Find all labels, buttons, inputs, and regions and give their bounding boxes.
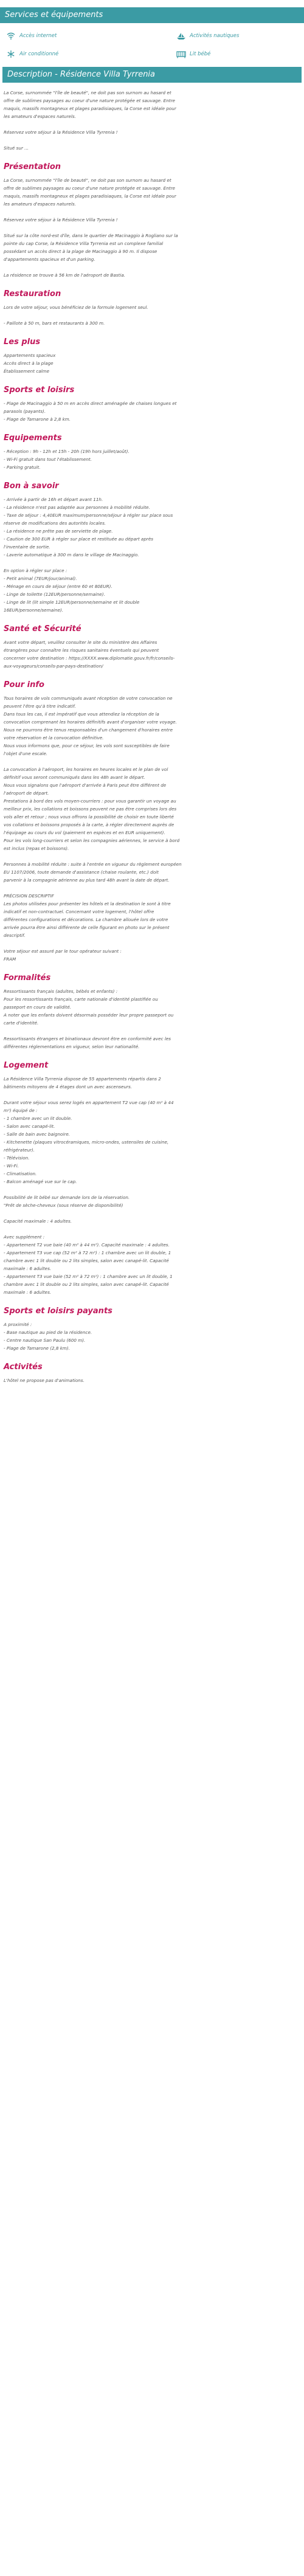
text-line: indicatif et non-contractuel. Concernant votre logement, l'hôtel offre	[4, 909, 154, 914]
text-line: concerner votre destination : https://XXXX.www.diplomatie.gouv.fr/fr/conseils-	[4, 655, 175, 661]
text-line: chambre avec 1 lit double ou 2 lits simples, salon avec canapé-lit. Capacité	[4, 1282, 169, 1287]
section-title: Restauration	[4, 289, 61, 299]
text-line: La convocation à l'aéroport, les horaires en heures locales et le plan de vol	[4, 767, 168, 772]
section	[4, 1296, 300, 1352]
text-line: convocation comprenant les horaires définitifs avant d'organiser votre voyage.	[4, 719, 177, 725]
section-title: Présentation	[4, 162, 61, 171]
text-line: Dans tous les cas, il est impératif que vous attendiez la réception de la	[4, 711, 159, 717]
blank-line	[4, 1186, 300, 1193]
service-lit-bebe	[176, 50, 210, 58]
text-line: - Télévision.	[4, 1155, 30, 1161]
section-title: Formalités	[4, 973, 51, 982]
text-line: descriptif.	[4, 933, 26, 938]
section-body	[4, 1075, 300, 1296]
section	[4, 670, 300, 963]
text-line: Établissement calme	[4, 368, 50, 374]
section-title: Sports et loisirs	[4, 385, 75, 395]
service-label: Activités nautiques	[190, 33, 240, 39]
text-line: Nous vous signalons que l'aéroport d'arrivée à Paris peut être différent de	[4, 782, 167, 788]
text-line: vos collations et boissons proposés à la carte, à régler directement auprès de	[4, 822, 174, 827]
service-nautique	[176, 32, 239, 40]
section	[4, 1352, 300, 1384]
blank-line	[4, 939, 300, 947]
section-title: Sports et loisirs payants	[4, 1307, 112, 1316]
blank-line	[4, 1027, 300, 1035]
section-title: Pour info	[4, 680, 44, 689]
text-line: La Résidence Villa Tyrrenia dispose de 55 appartements répartis dans 2	[4, 1076, 161, 1082]
text-line: Pour les vols long-courriers et selon les compagnies aériennes, le service à bord	[4, 838, 180, 843]
section-body	[4, 447, 300, 471]
text-line: maquis, massifs montagneux et plages paradisiaques, la Corse est idéale pour	[4, 193, 176, 199]
wifi-icon	[6, 32, 16, 40]
section-title: Logement	[4, 1061, 49, 1070]
section-title: Equipements	[4, 433, 62, 443]
section	[4, 279, 300, 327]
text-line: maximale : 6 adultes.	[4, 1290, 52, 1295]
text-line: différentes réglementations en vigueur, selon leur nationalité.	[4, 1044, 140, 1049]
text-line: Situé sur ...	[4, 145, 29, 151]
text-line: - Paillote à 50 m, bars et restaurants à 300 m.	[4, 320, 105, 326]
text-line: meilleur prix, les collations et boissons peuvent ne pas être comprises lors des	[4, 806, 177, 812]
text-line: - Petit animal (7EUR/jour/animal).	[4, 576, 77, 581]
section	[4, 471, 300, 614]
text-line: Tous horaires de vols communiqués avant réception de votre convocation ne	[4, 696, 173, 701]
text-line: Ressortissants français (adultes, bébés et enfants) :	[4, 989, 118, 994]
text-line: bâtiments mitoyens de 4 étages dont un avec ascenseurs.	[4, 1084, 132, 1089]
text-line: Capacité maximale : 4 adultes.	[4, 1218, 72, 1224]
text-line: La Corse, surnommée "l'île de beauté", ne doit pas son surnom au hasard et	[4, 90, 171, 95]
text-line: PRÉCISION DESCRIPTIF	[4, 893, 54, 899]
text-line: réserve de modifications des autorités locales.	[4, 520, 106, 526]
text-line: - Linge de lit (lit simple 12EUR/personne/semaine et lit double	[4, 599, 140, 605]
text-line: - Appartement T3 vue cap (52 m² à 72 m²) : 1 chambre avec un lit double, 1	[4, 1250, 171, 1255]
crib-icon	[176, 50, 186, 58]
text-line: passeport en cours de validité.	[4, 1004, 72, 1010]
text-line: - Appartement T2 vue baie (40 m² à 44 m²). Capacité maximale : 4 adultes.	[4, 1242, 170, 1248]
text-line: - Salle de bain avec baignoire.	[4, 1131, 71, 1137]
text-line: - Parking gratuit.	[4, 464, 41, 470]
text-line: l'équipage au cours du vol (paiement en espèces et en EUR uniquement).	[4, 830, 165, 835]
text-line: maximale : 6 adultes.	[4, 1266, 52, 1271]
text-line: Pour les ressortissants français, carte nationale d'identité plastifiée ou	[4, 996, 158, 1002]
text-line: d'appartements spacieux et d'un parking.	[4, 257, 95, 262]
text-line: aux-voyageurs/conseils-par-pays-destination/	[4, 663, 103, 669]
text-line: Prestations à bord des vols moyen-courriers : pour vous garantir un voyage au	[4, 798, 176, 804]
blank-line	[4, 224, 300, 232]
text-line: étrangères pour connaître les risques sanitaires éventuels qui peuvent	[4, 647, 159, 653]
blank-line	[4, 263, 300, 271]
sections	[4, 152, 300, 1384]
text-line: - 1 chambre avec un lit double.	[4, 1116, 72, 1121]
blank-line	[4, 208, 300, 216]
text-line: Avec supplément :	[4, 1234, 45, 1240]
section	[4, 963, 300, 1051]
text-line: Ressortissants étrangers et binationaux devront être en conformité avec les	[4, 1036, 171, 1041]
text-line: - Appartement T3 vue baie (52 m² à 72 m²) : 1 chambre avec un lit double, 1	[4, 1274, 173, 1279]
text-line: En option à régler sur place :	[4, 568, 67, 573]
blank-line	[4, 1091, 300, 1099]
text-line: chambre avec 1 lit double ou 2 lits simples, salon avec canapé-lit. Capacité	[4, 1258, 169, 1263]
text-line: - Wi-Fi.	[4, 1163, 19, 1169]
text-line: - Kitchenette (plaques vitrocéramiques, micro-ondes, ustensiles de cuisine,	[4, 1139, 169, 1145]
text-line: - Base nautique au pied de la résidence.	[4, 1330, 92, 1335]
text-line: A proximité :	[4, 1322, 32, 1327]
text-line: Nous ne pourrons être tenus responsables d'un changement d'horaires entre	[4, 727, 173, 733]
section	[4, 375, 300, 423]
text-line: arrivée pourra être ainsi différente de celle figurant en photo sur le présent	[4, 925, 170, 930]
section-body	[4, 987, 300, 1051]
text-line: "Prêt de sèche-cheveux (sous réserve de disponibilité)	[4, 1203, 123, 1208]
text-line: votre réservation et la convocation définitive.	[4, 735, 104, 741]
text-line: Durant votre séjour vous serez logés en appartement T2 vue cap (40 m² à 44	[4, 1100, 174, 1105]
section-body	[4, 176, 300, 279]
text-line: m²) équipé de :	[4, 1108, 38, 1113]
text-line: A noter que les enfants doivent désormais posséder leur propre passeport ou	[4, 1012, 174, 1018]
services-grid	[4, 23, 304, 67]
text-line: FRAM	[4, 956, 16, 962]
text-line: - Plage de Tamarone à 2,8 km.	[4, 416, 71, 422]
section-body	[4, 496, 300, 614]
text-line: - Laverie automatique à 300 m dans le village de Macinaggio.	[4, 552, 139, 558]
text-line: l'inventaire de sortie.	[4, 544, 50, 550]
description-banner: Description - Résidence Villa Tyrrenia	[2, 67, 302, 83]
text-line: Nous vous informons que, pour ce séjour, les vols sont susceptibles de faire	[4, 743, 170, 748]
description-content	[0, 83, 304, 1384]
text-line: l'aéroport de départ.	[4, 790, 49, 796]
text-line: - Réception : 9h - 12h et 15h - 20h (19h hors juillet/août).	[4, 449, 130, 454]
service-clim	[6, 50, 58, 58]
text-line: 16EUR/personne/semaine).	[4, 607, 64, 613]
blank-line	[4, 884, 300, 892]
service-label: Accès internet	[19, 33, 57, 39]
text-line: - La résidence n'est pas adaptée aux personnes à mobilité réduite.	[4, 505, 150, 510]
text-line: Appartements spacieux	[4, 353, 56, 358]
section-body	[4, 694, 300, 963]
text-line: - Centre nautique San Paulu (600 m).	[4, 1338, 86, 1343]
text-line: Possibilité de lit bébé sur demande lors de la réservation.	[4, 1195, 130, 1200]
section-title: Santé et Sécurité	[4, 624, 81, 634]
text-line: Accès direct à la plage	[4, 361, 54, 366]
text-line: Personnes à mobilité réduite : suite à l'entrée en vigueur du règlement européen	[4, 862, 182, 867]
blank-line	[4, 120, 300, 128]
text-line: La Corse, surnommée "l'île de beauté", ne doit pas son surnom au hasard et	[4, 178, 171, 183]
text-line: Votre séjour est assuré par le tour opérateur suivant :	[4, 948, 122, 954]
text-line: Les photos utilisées pour présenter les hôtels et la destination le sont à titre	[4, 901, 171, 906]
section-body	[4, 1321, 300, 1352]
service-internet	[6, 32, 57, 40]
section	[4, 152, 300, 279]
blank-line	[4, 1225, 300, 1233]
text-line: définitif vous seront communiqués dans les 48h avant le départ.	[4, 775, 145, 780]
section	[4, 423, 300, 471]
intro-text	[4, 89, 300, 152]
text-line: - Arrivée à partir de 16h et départ avant 11h.	[4, 497, 103, 502]
section-title: Les plus	[4, 337, 41, 347]
text-line: possédant un accès direct à la plage de Macinaggio à 90 m. Il dispose	[4, 249, 157, 254]
snowflake-icon	[6, 50, 16, 58]
text-line: La résidence se trouve à 56 km de l'aéroport de Bastia.	[4, 272, 126, 278]
blank-line	[4, 559, 300, 567]
text-line: - Ménage en cours de séjour (entre 60 et 80EUR).	[4, 584, 112, 589]
blank-line	[4, 852, 300, 860]
section-title: Activités	[4, 1362, 43, 1372]
text-line: vols aller et retour ; nous vous offrons la possibilité de choisir en toute liberté	[4, 814, 174, 820]
blank-line	[4, 1209, 300, 1217]
text-line: - Taxe de séjour : 4,40EUR maximum/personne/séjour à régler sur place sous	[4, 513, 173, 518]
section-body	[4, 351, 300, 375]
service-label: Air conditionné	[19, 51, 59, 57]
text-line: Réservez votre séjour à la Résidence Villa Tyrrenia !	[4, 217, 118, 223]
text-line: - Plage de Tamarone (2,8 km).	[4, 1345, 70, 1351]
text-line: réfrigérateur).	[4, 1147, 35, 1153]
text-line: - Linge de toilette (12EUR/personne/semaine).	[4, 592, 105, 597]
text-line: maquis, massifs montagneux et plages paradisiaques, la Corse est idéale pour	[4, 106, 176, 111]
text-line: les amateurs d'espaces naturels.	[4, 114, 76, 119]
text-line: carte d'identité.	[4, 1020, 39, 1026]
text-line: - Balcon aménagé vue sur le cap.	[4, 1179, 77, 1184]
section-body	[4, 399, 300, 423]
service-label: Lit bébé	[190, 51, 211, 57]
page	[0, 7, 304, 1384]
section	[4, 327, 300, 375]
text-line: parasols (payants).	[4, 409, 46, 414]
text-line: pointe du cap Corse, la Résidence Villa Tyrrenia est un complexe familial	[4, 241, 164, 246]
section-title: Bon à savoir	[4, 482, 59, 491]
text-line: - Salon avec canapé-lit.	[4, 1124, 55, 1129]
text-line: est inclus (repas et boissons).	[4, 846, 69, 851]
text-line: - Climatisation.	[4, 1171, 37, 1176]
blank-line	[4, 136, 300, 144]
text-line: - Wi-Fi gratuit dans tout l'établissement.	[4, 457, 92, 462]
text-line: Réservez votre séjour à la Résidence Villa Tyrrenia !	[4, 129, 118, 135]
text-line: offre de sublimes paysages au coeur d'une nature protégée et sauvage. Entre	[4, 98, 175, 103]
blank-line	[4, 311, 300, 319]
section-body	[4, 1376, 300, 1384]
services-banner: Services et équipements	[0, 7, 304, 23]
text-line: EU 1107/2006, toute demande d'assistance (chaise roulante, etc.) doit	[4, 869, 159, 875]
text-line: Avant votre départ, veuillez consulter le site du ministère des Affaires	[4, 640, 157, 645]
section	[4, 1051, 300, 1296]
section-body	[4, 303, 300, 327]
text-line: les amateurs d'espaces naturels.	[4, 201, 76, 207]
text-line: Lors de votre séjour, vous bénéficiez de la formule logement seul.	[4, 305, 148, 310]
text-line: différentes configurations et décorations. La chambre allouée lors de votre	[4, 917, 168, 922]
text-line: parvenir à la compagnie aérienne au plus tard 48h avant la date de départ.	[4, 877, 170, 883]
section-body	[4, 638, 300, 670]
text-line: Situé sur la côte nord-est d'île, dans le quartier de Macinaggio à Rogliano sur la	[4, 233, 178, 238]
text-line: offre de sublimes paysages au coeur d'une nature protégée et sauvage. Entre	[4, 185, 175, 191]
text-line: - La résidence ne prête pas de serviette de plage.	[4, 528, 113, 534]
text-line: - Plage de Macinaggio à 50 m en accès direct aménagée de chaises longues et	[4, 401, 177, 406]
text-line: peuvent l'être qu'à titre indicatif.	[4, 703, 76, 709]
section	[4, 614, 300, 670]
boat-icon	[176, 32, 186, 40]
blank-line	[4, 758, 300, 765]
text-line: L'hôtel ne propose pas d'animations.	[4, 1378, 85, 1383]
text-line: l'objet d'une escale.	[4, 751, 48, 756]
text-line: - Caution de 300 EUR à régler sur place et restituée au départ après	[4, 536, 154, 542]
